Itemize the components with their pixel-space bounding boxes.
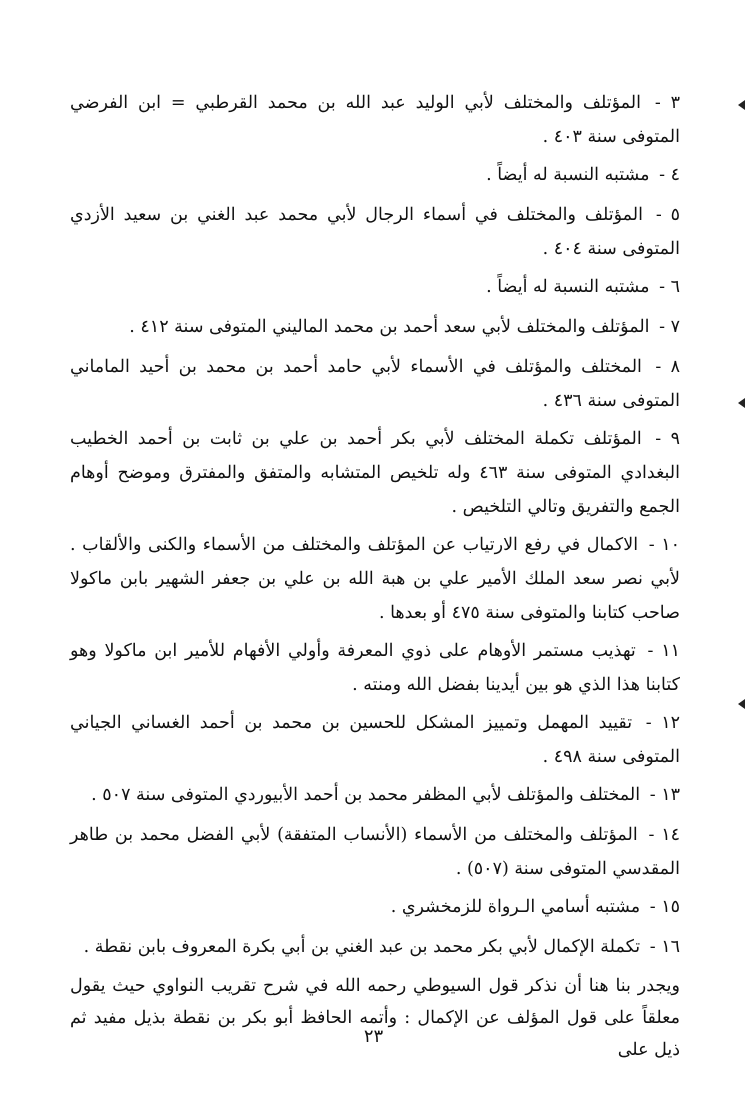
item-number: ١٥ -: [649, 897, 680, 917]
list-item-15: [70, 890, 680, 924]
margin-mark-icon: [738, 100, 745, 110]
list-item-7: [70, 310, 680, 344]
item-text: المؤتلف والمختلف لأبي الوليد عبد الله بن محمد القرطبي = ابن الفرضي المتوفى سنة ٤٠٣ .: [70, 93, 680, 147]
item-text: المؤتلف والمختلف من الأسماء (الأنساب المتفقة) لأبي الفضل محمد بن طاهر المقدسي المتوفى سنة (٥٠٧) .: [70, 825, 680, 879]
list-item-14: [70, 818, 680, 886]
list-item-5: [70, 198, 680, 266]
list-item-16: [70, 930, 680, 964]
item-number: ١٣ -: [649, 785, 680, 805]
item-number: ٥ -: [655, 205, 680, 225]
list-item-11: [70, 634, 680, 702]
item-number: ٣ -: [654, 93, 680, 113]
item-text: تكملة الإكمال لأبي بكر محمد بن عبد الغني بن أبي بكرة المعروف بابن نقطة .: [83, 937, 641, 957]
closing-paragraph: ويجدر بنا هنا أن نذكر قول السيوطي رحمه الله في شرح تقريب النواوي حيث يقول معلقاً على قول المؤلف عن الإكمال : وأتمه الحافظ أبو بكر بن نقطة بذيل مفيد ثم ذيل على: [70, 976, 680, 1060]
item-number: ١١ -: [647, 641, 680, 661]
page-body: [70, 86, 680, 1066]
item-text: تقييد المهمل وتمييز المشكل للحسين بن محمد بن أحمد الغساني الجياني المتوفى سنة ٤٩٨ .: [70, 713, 680, 767]
item-number: ٩ -: [655, 429, 680, 449]
item-text: المختلف والمؤتلف في الأسماء لأبي حامد أحمد بن محمد بن أحيد الماماني المتوفى سنة ٤٣٦ .: [70, 357, 680, 411]
item-text: مشتبه أسامي الـرواة للزمخشري .: [390, 897, 641, 917]
item-text: مشتبه النسبة له أيضاً .: [486, 165, 650, 185]
list-item-9: [70, 422, 680, 524]
list-item-8: [70, 350, 680, 418]
item-number: ٤ -: [659, 165, 680, 185]
item-text: المختلف والمؤتلف لأبي المظفر محمد بن أحمد الأبيوردي المتوفى سنة ٥٠٧ .: [91, 785, 641, 805]
item-text: المؤتلف والمختلف في أسماء الرجال لأبي محمد عبد الغني بن سعيد الأزدي المتوفى سنة ٤٠٤ .: [70, 205, 680, 259]
list-item-10: [70, 528, 680, 630]
item-number: ١٢ -: [645, 713, 680, 733]
item-text: الاكمال في رفع الارتياب عن المؤتلف والمختلف من الأسماء والكنى والألقاب . لأبي نصر سعد الملك الأمير علي بن هبة الله بن علي بن جعفر الشهير بابن ماكولا صاحب كتابنا والمتوفى سنة ٤٧٥ أو بعدها .: [70, 535, 680, 623]
item-number: ١٠ -: [648, 535, 680, 555]
item-number: ٧ -: [659, 317, 680, 337]
list-item-3: [70, 86, 680, 154]
list-item-12: [70, 706, 680, 774]
margin-mark-icon: [738, 398, 745, 408]
list-item-4: [70, 158, 680, 192]
item-text: المؤتلف تكملة المختلف لأبي بكر أحمد بن علي بن ثابت بن أحمد الخطيب البغدادي المتوفى سنة ٤٦٣ وله تلخيص المتشابه والمتفق والمفترق وموضح أوهام الجمع والتفريق وتالي التلخيص .: [70, 429, 680, 517]
list-item-13: [70, 778, 680, 812]
item-text: المؤتلف والمختلف لأبي سعد أحمد بن محمد الماليني المتوفى سنة ٤١٢ .: [129, 317, 650, 337]
item-text: تهذيب مستمر الأوهام على ذوي المعرفة وأولي الأفهام للأمير ابن ماكولا وهو كتابنا هذا الذي هو بين أيدينا بفضل الله ومنته .: [70, 641, 680, 695]
item-text: مشتبه النسبة له أيضاً .: [486, 277, 650, 297]
item-number: ١٤ -: [648, 825, 680, 845]
item-number: ٦ -: [659, 277, 680, 297]
page-number: ٢٣: [363, 1026, 384, 1047]
item-number: ١٦ -: [649, 937, 680, 957]
item-number: ٨ -: [655, 357, 680, 377]
list-item-6: [70, 270, 680, 304]
margin-mark-icon: [738, 699, 745, 709]
